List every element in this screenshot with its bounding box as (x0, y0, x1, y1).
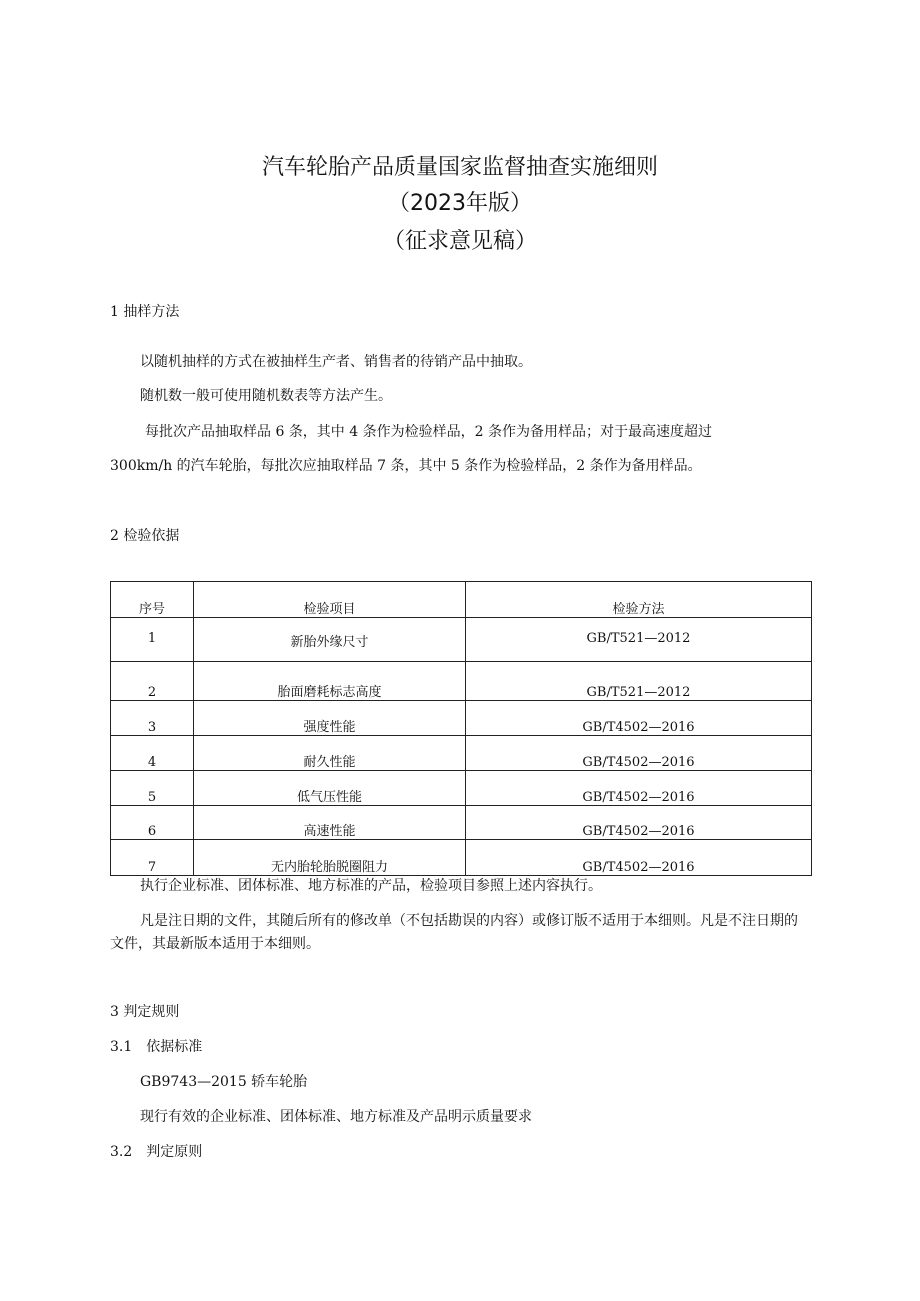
inspection-table (110, 581, 812, 876)
table-cell: 无内胎轮胎脱圈阻力 (194, 840, 466, 876)
section-1-heading: 1 抽样方法 (110, 304, 180, 320)
table-cell: 4 (111, 736, 194, 771)
table-cell: 3 (111, 701, 194, 736)
document-edition: （2023年版） (388, 191, 532, 216)
table-row (111, 701, 812, 736)
table-cell: GB/T521—2012 (466, 618, 812, 662)
table-row (111, 806, 812, 840)
table-cell: 高速性能 (194, 806, 466, 840)
section-3-1-requirements: 现行有效的企业标准、团体标准、地方标准及产品明示质量要求 (140, 1109, 532, 1125)
table-cell: GB/T4502—2016 (466, 701, 812, 736)
document-title: 汽车轮胎产品质量国家监督抽查实施细则 (261, 155, 658, 180)
table-header-cell: 序号 (111, 582, 194, 618)
table-cell: GB/T4502—2016 (466, 771, 812, 806)
section-2-note-1: 执行企业标准、团体标准、地方标准的产品，检验项目参照上述内容执行。 (140, 878, 602, 894)
section-1-paragraph-2: 随机数一般可使用随机数表等方法产生。 (140, 388, 392, 404)
table-cell: 新胎外缘尺寸 (194, 618, 466, 662)
table-cell: 7 (111, 840, 194, 876)
table-cell: GB/T4502—2016 (466, 736, 812, 771)
table-cell: GB/T4502—2016 (466, 840, 812, 876)
table-row (111, 662, 812, 701)
table-cell: 2 (111, 662, 194, 701)
table-row (111, 618, 812, 662)
section-1-paragraph-3-line-1: 每批次产品抽取样品 6 条，其中 4 条作为检验样品，2 条作为备用样品；对于最高速度超过 (145, 424, 712, 440)
section-2-note-2: 凡是注日期的文件，其随后所有的修改单（不包括勘误的内容）或修订版不适用于本细则。凡是不注日期的文件，其最新版本适用于本细则。 (110, 913, 798, 952)
section-3-1-heading: 3.1 依据标准 (110, 1039, 203, 1055)
table-row (111, 771, 812, 806)
table-cell: GB/T521—2012 (466, 662, 812, 701)
section-3-1-standard: GB9743—2015 轿车轮胎 (140, 1074, 308, 1090)
table-cell: GB/T4502—2016 (466, 806, 812, 840)
table-header-row (111, 582, 812, 618)
table-cell: 5 (111, 771, 194, 806)
section-3-heading: 3 判定规则 (110, 1004, 180, 1020)
table-row (111, 736, 812, 771)
section-1-paragraph-1: 以随机抽样的方式在被抽样生产者、销售者的待销产品中抽取。 (140, 354, 532, 370)
table-cell: 1 (111, 618, 194, 662)
table-header-cell: 检验方法 (466, 582, 812, 618)
table-row (111, 840, 812, 876)
table-header-cell: 检验项目 (194, 582, 466, 618)
table-cell: 6 (111, 806, 194, 840)
table-cell: 低气压性能 (194, 771, 466, 806)
table-cell: 强度性能 (194, 701, 466, 736)
section-1-paragraph-3-line-2: 300km/h 的汽车轮胎，每批次应抽取样品 7 条，其中 5 条作为检验样品，2 条作为备用样品。 (110, 458, 702, 474)
section-3-2-heading: 3.2 判定原则 (110, 1144, 203, 1160)
document-draft-label: （征求意见稿） (382, 229, 537, 254)
table-cell: 胎面磨耗标志高度 (194, 662, 466, 701)
table-cell: 耐久性能 (194, 736, 466, 771)
section-2-heading: 2 检验依据 (110, 528, 180, 544)
